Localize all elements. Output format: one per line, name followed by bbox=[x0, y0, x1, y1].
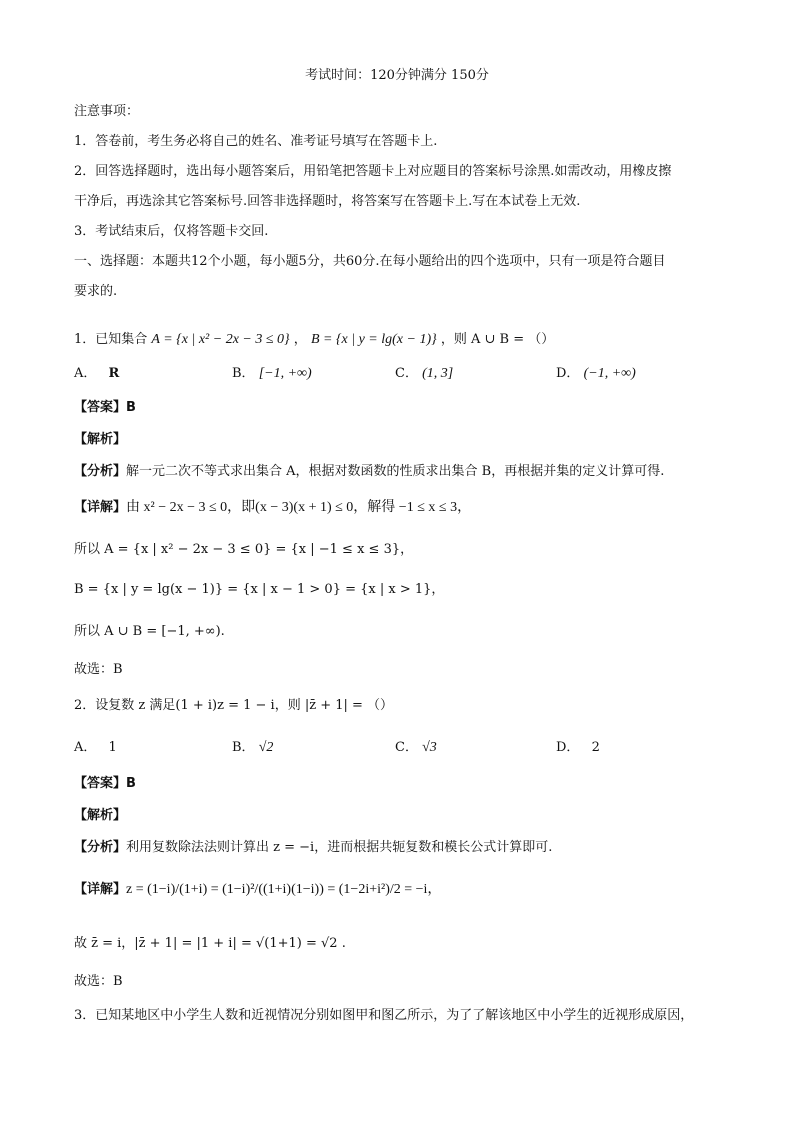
option-value: √3 bbox=[422, 740, 437, 755]
q1-choose: 故选：B bbox=[74, 662, 123, 677]
question-1-suffix: ，则 A ∪ B = （） bbox=[440, 332, 555, 347]
detail-text: 由 x² − 2x − 3 ≤ 0，即(x − 3)(x + 1) ≤ 0，解得 −1 ≤ x ≤ 3， bbox=[126, 500, 472, 515]
notes-title: 注意事项： bbox=[74, 104, 140, 119]
question-3-stem: 3．已知某地区中小学生人数和近视情况分别如图甲和图乙所示，为了了解该地区中小学生的近视形成原因， bbox=[74, 1008, 694, 1023]
q1-detail-2: 所以 A = {x | x² − 2x − 3 ≤ 0} = {x | −1 ≤ x ≤ 3}， bbox=[74, 542, 414, 557]
note-item-1: 1．答卷前，考生务必将自己的姓名、准考证号填写在答题卡上. bbox=[74, 134, 438, 149]
note-item-2: 2．回答选择题时，选出每小题答案后，用铅笔把答题卡上对应题目的答案标号涂黑.如需改动，用橡皮擦 bbox=[74, 164, 672, 179]
option-label: B． bbox=[232, 366, 255, 381]
q1-option-b bbox=[232, 364, 312, 384]
question-2-stem: 2．设复数 z 满足(1 + i)z = 1 − i，则 |z̄ + 1| = （） bbox=[74, 698, 394, 713]
detail-tag: 【详解】 bbox=[74, 882, 127, 897]
section-heading-continued: 要求的. bbox=[74, 284, 118, 299]
q1-detail-1 bbox=[74, 498, 471, 518]
q2-analysis-heading: 【解析】 bbox=[74, 808, 127, 823]
option-value: 1 bbox=[108, 740, 117, 755]
q2-choose: 故选：B bbox=[74, 974, 123, 989]
q2-option-c bbox=[395, 738, 437, 758]
q2-option-d bbox=[556, 738, 600, 758]
option-label: D． bbox=[556, 740, 580, 755]
option-label: C． bbox=[395, 740, 418, 755]
option-value: [−1, +∞) bbox=[258, 366, 312, 381]
option-value: (−1, +∞) bbox=[583, 366, 636, 381]
option-label: D． bbox=[556, 366, 580, 381]
option-value: 2 bbox=[591, 740, 600, 755]
q1-analysis-heading: 【解析】 bbox=[74, 432, 127, 447]
option-label: A． bbox=[74, 740, 97, 755]
q2-option-b bbox=[232, 738, 273, 758]
fenxi-text: 利用复数除法法则计算出 z = −i，进而根据共轭复数和模长公式计算即可. bbox=[126, 840, 553, 855]
q2-detail-2: 故 z̄ = i，|z̄ + 1| = |1 + i| = √(1+1) = √2 . bbox=[74, 936, 346, 951]
option-value: √2 bbox=[258, 740, 274, 755]
set-a-definition: A = {x | x² − 2x − 3 ≤ 0} bbox=[151, 332, 290, 347]
q1-fenxi bbox=[74, 462, 664, 482]
set-b-definition: B = {x | y = lg(x − 1)} bbox=[310, 332, 437, 347]
q2-answer: 【答案】B bbox=[74, 776, 136, 791]
fenxi-tag: 【分析】 bbox=[74, 840, 127, 855]
q1-option-c bbox=[395, 364, 453, 384]
q1-detail-4: 所以 A ∪ B = [−1, +∞). bbox=[74, 624, 225, 639]
option-label: B． bbox=[232, 740, 255, 755]
option-label: C． bbox=[395, 366, 418, 381]
note-item-2-continued: 干净后，再选涂其它答案标号.回答非选择题时，将答案写在答题卡上.写在本试卷上无效. bbox=[74, 194, 581, 209]
exam-time-header: 考试时间：120分钟满分 150分 bbox=[305, 68, 489, 83]
option-value: R bbox=[108, 366, 120, 381]
detail-tag: 【详解】 bbox=[74, 500, 127, 515]
option-label: A． bbox=[74, 366, 97, 381]
q1-detail-3: B = {x | y = lg(x − 1)} = {x | x − 1 > 0} = {x | x > 1}， bbox=[74, 582, 445, 597]
fenxi-tag: 【分析】 bbox=[74, 464, 127, 479]
q2-option-a bbox=[74, 738, 117, 758]
detail-text: z = (1−i)/(1+i) = (1−i)²/((1+i)(1−i)) = (1−2i+i²)/2 = −i， bbox=[126, 882, 442, 897]
question-1-prefix: 1．已知集合 bbox=[74, 332, 148, 347]
q1-option-d bbox=[556, 364, 636, 384]
question-1-comma: ， bbox=[293, 332, 307, 347]
q2-detail-1 bbox=[74, 880, 441, 900]
fenxi-text: 解一元二次不等式求出集合 A，根据对数函数的性质求出集合 B，再根据并集的定义计算可得. bbox=[126, 464, 665, 479]
question-1-stem bbox=[74, 330, 554, 350]
q2-fenxi bbox=[74, 838, 552, 858]
note-item-3: 3．考试结束后，仅将答题卡交回. bbox=[74, 224, 269, 239]
option-value: (1, 3] bbox=[422, 366, 454, 381]
q1-answer: 【答案】B bbox=[74, 400, 136, 415]
q1-option-a bbox=[74, 364, 119, 384]
section-heading: 一、选择题：本题共12个小题，每小题5分，共60分.在每小题给出的四个选项中，只有一项是符合题目 bbox=[74, 254, 666, 269]
